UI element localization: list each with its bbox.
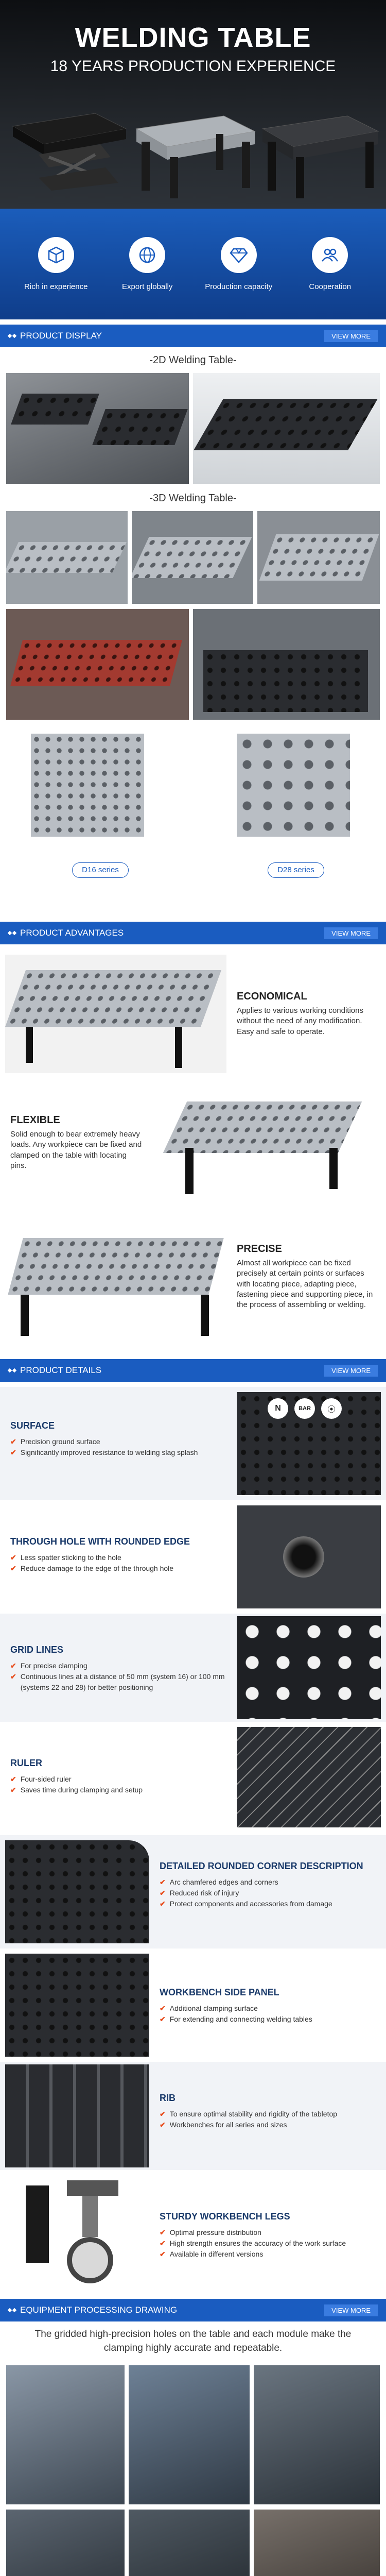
detail-item: ✔ Less spatter sticking to the hole bbox=[10, 1552, 226, 1563]
hero-banner bbox=[0, 0, 386, 209]
photo-legs bbox=[5, 2175, 149, 2294]
photo-rounded-corner bbox=[5, 1840, 149, 1943]
photo-3d-tables-3 bbox=[257, 511, 380, 604]
check-icon: ✔ bbox=[160, 1878, 166, 1886]
detail-rib bbox=[0, 2062, 386, 2170]
diagram-d28-holes bbox=[232, 728, 373, 857]
chevron-icon bbox=[8, 931, 16, 935]
equipment-caption: The gridded high-precision holes on the table and each module make the clamping highly accurate and repeatable. bbox=[34, 2329, 352, 2353]
detail-surface bbox=[0, 1387, 386, 1500]
check-icon: ✔ bbox=[160, 2121, 166, 2129]
details-body bbox=[0, 1382, 386, 2299]
detail-item: ✔ Reduced risk of injury bbox=[160, 1888, 376, 1899]
detail-item: ✔ Four-sided ruler bbox=[10, 1774, 226, 1785]
photo-3d-tables-1 bbox=[6, 511, 128, 604]
detail-through-hole bbox=[0, 1505, 386, 1608]
check-icon: ✔ bbox=[10, 1662, 16, 1670]
check-icon: ✔ bbox=[10, 1448, 16, 1456]
advantage-title: PRECISE bbox=[237, 1243, 282, 1255]
detail-item: ✔ Protect components and accessories from damage bbox=[160, 1899, 376, 1909]
detail-item: ✔ Workbenches for all series and sizes bbox=[160, 2120, 376, 2130]
photo-rib bbox=[5, 2064, 149, 2167]
check-icon: ✔ bbox=[160, 2110, 166, 2118]
table-image-dark bbox=[257, 103, 383, 201]
check-icon: ✔ bbox=[160, 1889, 166, 1897]
globe-icon bbox=[129, 237, 165, 273]
badge-n: N bbox=[268, 1398, 288, 1419]
advantage-precise bbox=[237, 1243, 376, 1310]
feature-label: Cooperation bbox=[309, 282, 352, 291]
photo-workshop-5 bbox=[129, 2510, 250, 2576]
hero-subtitle: 18 YEARS PRODUCTION EXPERIENCE bbox=[50, 58, 336, 75]
detail-title: GRID LINES bbox=[10, 1645, 64, 1655]
detail-item: ✔ Continuous lines at a distance of 50 mm (system 16) or 100 mm (systems 22 and 28) for better positioning bbox=[10, 1672, 225, 1691]
check-icon: ✔ bbox=[10, 1437, 16, 1446]
check-icon: ✔ bbox=[10, 1564, 16, 1572]
detail-rounded-corner bbox=[0, 1835, 386, 1948]
detail-item: ✔ To ensure optimal stability and rigidity of the tabletop bbox=[160, 2109, 376, 2120]
check-icon: ✔ bbox=[160, 2004, 166, 2012]
check-icon: ✔ bbox=[10, 1786, 16, 1794]
section-title: PRODUCT DISPLAY bbox=[20, 331, 102, 341]
photo-2d-tables-warehouse bbox=[6, 373, 189, 484]
check-icon: ✔ bbox=[10, 1553, 16, 1562]
section-bar-equipment bbox=[0, 2299, 386, 2321]
detail-item: ✔ Saves time during clamping and setup bbox=[10, 1785, 226, 1795]
check-icon: ✔ bbox=[160, 2228, 166, 2236]
section-title: PRODUCT ADVANTAGES bbox=[20, 928, 124, 938]
people-icon bbox=[312, 237, 348, 273]
advantage-text: Solid enough to bear extremely heavy loads. Any workpiece can be fixed and clamped on the table with locating pins. bbox=[10, 1130, 142, 1170]
photo-workshop-2 bbox=[129, 2365, 250, 2504]
feature-export bbox=[109, 237, 186, 291]
photo-3d-red-tables bbox=[6, 609, 189, 720]
section-title: EQUIPMENT PROCESSING DRAWING bbox=[20, 2305, 178, 2315]
detail-side-panel bbox=[0, 1954, 386, 2057]
detail-item: ✔ For precise clamping bbox=[10, 1660, 237, 1671]
view-more-link[interactable]: VIEW MORE bbox=[324, 330, 378, 342]
feature-strip bbox=[0, 209, 386, 319]
detail-grid-lines bbox=[0, 1614, 386, 1722]
feature-capacity bbox=[200, 237, 277, 291]
detail-title: WORKBENCH SIDE PANEL bbox=[160, 1987, 279, 1997]
detail-title: DETAILED ROUNDED CORNER DESCRIPTION bbox=[160, 1861, 363, 1871]
photo-precise-table bbox=[5, 1223, 226, 1346]
hero-title: WELDING TABLE bbox=[75, 22, 311, 53]
diamond-icon bbox=[221, 237, 257, 273]
detail-item: ✔ For extending and connecting welding tables bbox=[160, 2014, 376, 2025]
diagram-d16-holes bbox=[26, 728, 167, 857]
photo-ruler bbox=[237, 1727, 381, 1827]
detail-item: ✔ Precision ground surface bbox=[10, 1436, 226, 1447]
photo-workshop-1 bbox=[6, 2365, 125, 2504]
check-icon: ✔ bbox=[10, 1672, 16, 1681]
detail-title: STURDY WORKBENCH LEGS bbox=[160, 2211, 290, 2222]
photo-workshop-3 bbox=[254, 2365, 380, 2504]
section-bar-product-display bbox=[0, 325, 386, 347]
view-more-link[interactable]: VIEW MORE bbox=[324, 2304, 378, 2316]
photo-through-hole bbox=[237, 1505, 381, 1608]
advantage-text: Applies to various working conditions without the need of any modification. Easy and safe to operate. bbox=[237, 1006, 363, 1036]
cube-icon bbox=[38, 237, 74, 273]
check-icon: ✔ bbox=[160, 2250, 166, 2258]
photo-workshop-6 bbox=[254, 2510, 380, 2576]
photo-2d-table-black bbox=[193, 373, 380, 484]
advantage-text: Almost all workpiece can be fixed precisely at certain points or surfaces with locating piece, adapting piece, fastening piece and supporting piece, in the process of assembling or welding. bbox=[237, 1259, 373, 1309]
check-icon: ✔ bbox=[160, 2015, 166, 2023]
check-icon: ✔ bbox=[160, 2239, 166, 2247]
section-bar-product-advantages bbox=[0, 922, 386, 944]
feature-experience bbox=[17, 237, 95, 291]
badge-bar: BAR bbox=[294, 1398, 315, 1419]
advantages-body bbox=[0, 944, 386, 1359]
detail-item: ✔ Available in different versions bbox=[160, 2249, 376, 2260]
series-label-d16: D16 series bbox=[72, 862, 129, 878]
detail-item: ✔ High strength ensures the accuracy of the work surface bbox=[160, 2238, 376, 2249]
photo-side-panel bbox=[5, 1954, 149, 2057]
detail-item: ✔ Additional clamping surface bbox=[160, 2003, 376, 2014]
detail-item: ✔ Arc chamfered edges and corners bbox=[160, 1877, 376, 1888]
detail-title: RULER bbox=[10, 1758, 42, 1768]
photo-grid-lines bbox=[237, 1616, 381, 1719]
detail-item: ✔ Reduce damage to the edge of the through hole bbox=[10, 1563, 226, 1574]
feature-label: Rich in experience bbox=[24, 282, 88, 291]
advantage-title: ECONOMICAL bbox=[237, 991, 307, 1002]
photo-workshop-4 bbox=[6, 2510, 125, 2576]
photo-economical-table bbox=[5, 955, 226, 1073]
advantage-title: FLEXIBLE bbox=[10, 1114, 60, 1126]
feature-cooperation bbox=[291, 237, 369, 291]
badge-gauge: ⦿ bbox=[321, 1398, 342, 1419]
detail-title: RIB bbox=[160, 2093, 176, 2103]
chevron-icon bbox=[8, 334, 16, 337]
detail-item: ✔ Optimal pressure distribution bbox=[160, 2227, 376, 2238]
view-more-link[interactable]: VIEW MORE bbox=[324, 927, 378, 939]
section-title: PRODUCT DETAILS bbox=[20, 1365, 102, 1375]
detail-title: SURFACE bbox=[10, 1420, 55, 1431]
subheading-3d: -3D Welding Table- bbox=[149, 493, 237, 504]
equipment-body bbox=[0, 2321, 386, 2576]
advantage-flexible bbox=[10, 1114, 144, 1171]
chevron-icon bbox=[8, 1369, 16, 1372]
table-image-silver bbox=[131, 103, 260, 201]
view-more-link[interactable]: VIEW MORE bbox=[324, 1365, 378, 1377]
photo-3d-tables-2 bbox=[132, 511, 253, 604]
chevron-icon bbox=[8, 2309, 16, 2312]
photo-flexible-table bbox=[154, 1081, 381, 1210]
detail-ruler bbox=[0, 1727, 386, 1830]
detail-legs bbox=[0, 2175, 386, 2294]
advantage-economical bbox=[237, 991, 376, 1037]
check-icon: ✔ bbox=[10, 1775, 16, 1783]
photo-3d-clamps bbox=[193, 609, 380, 720]
product-display-body bbox=[0, 347, 386, 922]
section-bar-product-details bbox=[0, 1359, 386, 1382]
subheading-2d: -2D Welding Table- bbox=[149, 354, 237, 366]
series-label-d28: D28 series bbox=[268, 862, 324, 878]
table-image-black-lift bbox=[8, 95, 131, 193]
feature-label: Export globally bbox=[122, 282, 173, 291]
detail-title: THROUGH HOLE WITH ROUNDED EDGE bbox=[10, 1536, 190, 1547]
photo-surface bbox=[237, 1392, 381, 1495]
check-icon: ✔ bbox=[160, 1900, 166, 1908]
feature-label: Production capacity bbox=[205, 282, 273, 291]
detail-item: ✔ Significantly improved resistance to welding slag splash bbox=[10, 1447, 226, 1458]
